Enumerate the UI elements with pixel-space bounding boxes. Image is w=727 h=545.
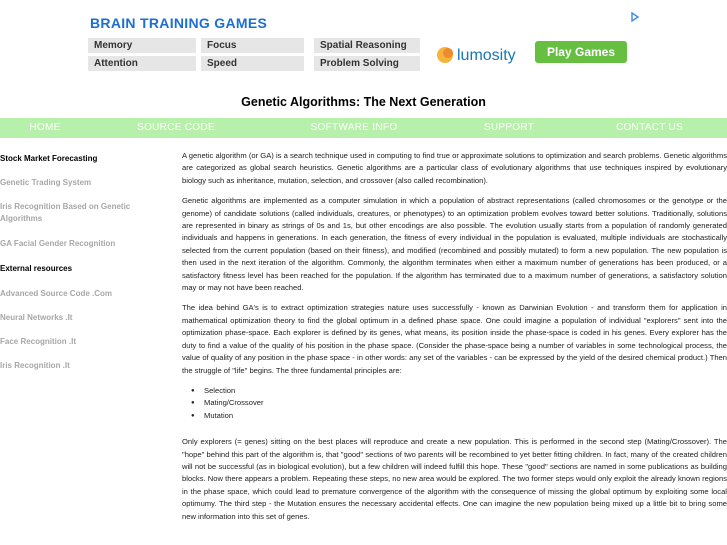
nav-contact-us[interactable]: CONTACT US	[615, 122, 684, 133]
sidebar-item-neural-networks[interactable]: Neural Networks .It	[0, 313, 73, 322]
paragraph-idea: The idea behind GA's is to extract optimization strategies nature uses successfully - known as Darwinian Evolution - and transform them for application in mathematical optimization theory to find the global optimum in a defined phase space. One could imagine a population of individual "explorers" sent into the optimization phase-space. Each explorer is defined by its genes, what means, its position inside the phase-space is coded in his genes. Every explorer has the duty to find a value of the quality of his position in the phase space. (Consider the phase-space being a number of variables in some technological process, the value of quality of any position in the phase space - in other words: any set of the variables - can be expressed by the yield of the desired chemical product.) Then the struggle of "life" begins. The three fundamental principles are:	[182, 303, 727, 375]
sidebar-heading-external-resources: External resources	[0, 264, 73, 273]
sidebar-item-ga-facial-gender-recognition[interactable]: GA Facial Gender Recognition	[0, 239, 116, 248]
main-nav	[0, 118, 727, 138]
nav-source-code[interactable]: SOURCE CODE	[137, 122, 215, 133]
sidebar-item-stock-market-forecasting[interactable]: Stock Market Forecasting	[0, 154, 98, 163]
paragraph-explorers: Only explorers (= genes) sitting on the best places will reproduce and create a new population. This is performed in the second step (Mating/Crossover). The "hope" behind this part of the algorithm is, that "good" sections of two parents will be recombined to yet better fitting children. In fact, many of the created children will not be successful (as in biological evolution), but a few children will indeed fulfill this hope. These "good" sections are named in some publications as building blocks. Now there appears a problem. Repeating these steps, no new area would be explored. The two former steps would only exploit the already known regions in the phase space, which could lead to premature convergence of the algorithm with the consequence of missing the global optimum by exploiting some local optimumy. The third step - the Mutation ensures the necessary accidental effects. One can imagine the new population being mixed up a little bit to bring some new information into this set of genes.	[182, 437, 727, 521]
nav-home[interactable]: HOME	[29, 122, 61, 133]
sidebar-item-genetic-trading-system[interactable]: Genetic Trading System	[0, 178, 92, 187]
lumosity-icon	[435, 45, 457, 65]
ad-link-spatial-reasoning[interactable]: Spatial Reasoning	[314, 38, 420, 53]
paragraph-implementation: Genetic algorithms are implemented as a computer simulation in which a population of abstract representations (called chromosomes or the genotype or the genome) of candidate solutions (called individuals, creatures, or phenotypes) to an optimization problem evolves toward better solutions. Traditionally, solutions are represented in binary as strings of 0s and 1s, but other encodings are also possible. The evolution usually starts from a population of randomly generated individuals and happens in generations. In each generation, the fitness of every individual in the population is evaluated, multiple individuals are stochastically selected from the current population (based on their fitness), and modified (recombined and possibly mutated) to form a new population. The new population is then used in the next iteration of the algorithm. Commonly, the algorithm terminates when either a maximum number of generations has been produced, or a satisfactory fitness level has been reached for the population. If the algorithm has terminated due to a maximum number of generations, a satisfactory solution may or may not have been reached.	[182, 196, 727, 293]
ad-link-focus[interactable]: Focus	[201, 38, 304, 53]
list-item-mutation: ● Mutation	[204, 410, 727, 422]
list-item-selection: ● Selection	[204, 385, 727, 397]
ad-title[interactable]: BRAIN TRAINING GAMES	[90, 15, 268, 31]
ad-link-attention[interactable]: Attention	[88, 56, 196, 71]
sidebar-item-face-recognition[interactable]: Face Recognition .It	[0, 337, 77, 346]
sidebar-item-iris-recognition-ga[interactable]: Iris Recognition Based on Genetic Algorithms	[0, 202, 131, 223]
sidebar-item-advanced-source-code[interactable]: Advanced Source Code .Com	[0, 289, 113, 298]
paragraph-intro: A genetic algorithm (or GA) is a search technique used in computing to find true or approximate solutions to optimization and search problems. Genetic algorithms are categorized as global search heuristics. Genetic algorithms are a particular class of evolutionary algorithms that use techniques inspired by evolutionary biology such as inheritance, mutation, selection, and crossover (also called recombination).	[182, 151, 727, 185]
sidebar-item-iris-recognition[interactable]: Iris Recognition .It	[0, 361, 70, 370]
lumosity-logo[interactable]	[435, 43, 535, 69]
list-item-mating: ● Mating/Crossover	[204, 397, 727, 409]
ad-banner[interactable]	[85, 10, 642, 80]
ad-link-memory[interactable]: Memory	[88, 38, 196, 53]
ad-link-speed[interactable]: Speed	[201, 56, 304, 71]
nav-support[interactable]: SUPPORT	[483, 122, 535, 133]
main-content	[182, 150, 727, 531]
nav-software-info[interactable]: SOFTWARE INFO	[310, 122, 398, 133]
play-games-button[interactable]: Play Games	[535, 41, 627, 63]
page-title: Genetic Algorithms: The Next Generation	[241, 95, 486, 109]
adchoices-icon[interactable]	[630, 12, 640, 22]
principles-list	[182, 385, 727, 422]
lumosity-wordmark: lumosity	[457, 47, 516, 64]
ad-link-problem-solving[interactable]: Problem Solving	[314, 56, 420, 71]
